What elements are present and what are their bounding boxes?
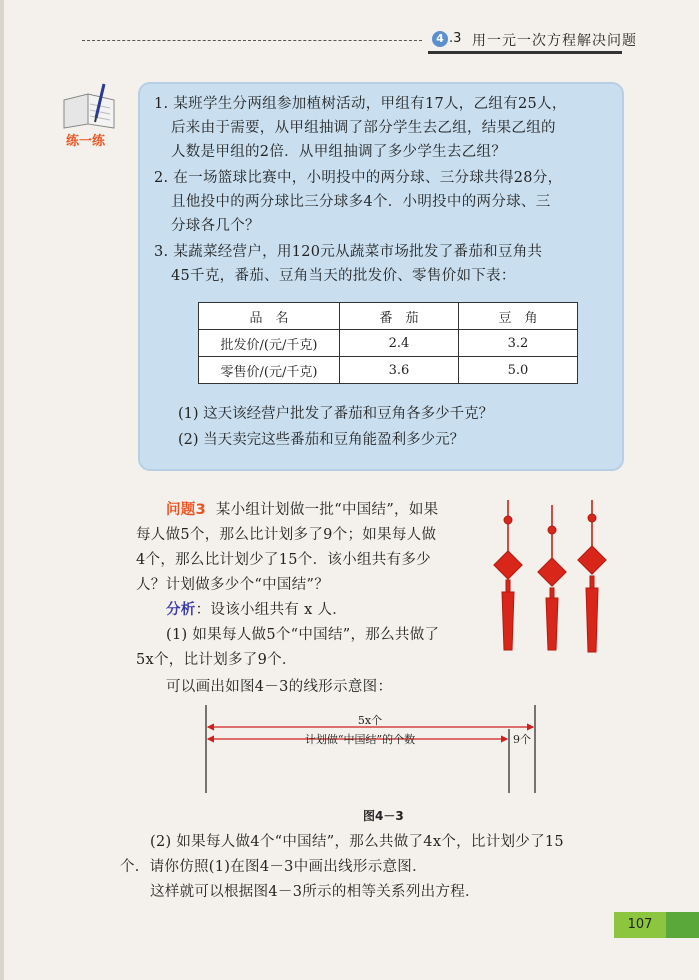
chinese-knot-illustration [488, 500, 618, 660]
step2-line-1: (2) 如果每人做4个“中国结”，那么共做了4x个，比计划少了15 [150, 834, 564, 850]
table-cell: 3.6 [340, 357, 459, 384]
problem3-tag: 问题3 [166, 502, 206, 518]
table-row [199, 357, 578, 384]
exercise-line-3: 人数是甲组的2倍．从甲组抽调了多少学生去乙组？ [171, 144, 507, 160]
section-sub: .3 [449, 31, 462, 46]
exercise-line-6: 分球各几个？ [171, 218, 260, 234]
exercise-line-1: 1. 某班学生分两组参加植树活动，甲组有17人，乙组有25人， [154, 96, 567, 112]
step1-line-2: 5x个，比计划多了9个． [136, 652, 297, 668]
question-1: (1) 这天该经营户批发了番茄和豆角各多少千克？ [178, 406, 494, 422]
header-rule [428, 51, 622, 54]
section-badge: 4 [432, 31, 448, 47]
problem3-line-4: 人？计划做多少个“中国结”？ [136, 577, 330, 593]
exercise-line-7: 3. 某蔬菜经营户，用120元从蔬菜市场批发了番茄和豆角共 [154, 244, 543, 260]
table-cell: 5.0 [459, 357, 578, 384]
table-cell: 零售价/(元/千克) [199, 357, 340, 384]
exercise-line-8: 45千克，番茄、豆角当天的批发价、零售价如下表： [171, 268, 516, 284]
section-title: 用一元一次方程解决问题 [472, 33, 637, 49]
analysis-text: ：设该小组共有 x 人． [195, 602, 348, 618]
chinese-knot-middle [538, 505, 566, 650]
page-edge [0, 0, 4, 980]
exercise-line-2: 后来由于需要，从甲组抽调了部分学生去乙组，结果乙组的 [171, 120, 556, 136]
page-tab [666, 912, 699, 938]
exercise-line-4: 2. 在一场篮球比赛中，小明投中的两分球、三分球共得28分， [154, 170, 563, 186]
table-cell: 3.2 [459, 330, 578, 357]
table-header-row [199, 303, 578, 330]
chinese-knot-right [578, 500, 606, 652]
table-cell: 批发价/(元/千克) [199, 330, 340, 357]
header-dashed-line [82, 40, 422, 41]
exercise-label: 练一练 [66, 134, 106, 149]
problem3-text: 某小组计划做一批“中国结”，如果 [215, 502, 439, 518]
problem3-line-3: 4个，那么比计划少了15个．该小组共有多少 [136, 552, 431, 568]
diagram-plan-label: 计划做“中国结”的个数 [304, 733, 416, 746]
line-diagram [200, 705, 570, 800]
table-header-cell: 豆 角 [459, 303, 578, 330]
step2-line-2: 个．请你仿照(1)在图4－3中画出线形示意图． [120, 859, 427, 875]
diagram-top-label: 5x个 [357, 714, 383, 727]
problem3-line-2: 每人做5个，那么比计划多了9个；如果每人做 [136, 527, 437, 543]
table-header-cell: 番 茄 [340, 303, 459, 330]
step1-line-1: (1) 如果每人做5个“中国结”，那么共做了 [166, 627, 440, 643]
diagram-extra-label: 9个 [513, 733, 531, 746]
table-cell: 2.4 [340, 330, 459, 357]
chinese-knot-left [494, 500, 522, 650]
question-2: (2) 当天卖完这些番茄和豆角能盈利多少元？ [178, 432, 465, 448]
analysis-line [166, 598, 347, 623]
analysis-tag: 分析 [166, 602, 196, 618]
figure-caption: 图4－3 [363, 809, 404, 823]
price-table [198, 302, 578, 384]
exercise-line-5: 且他投中的两分球比三分球多4个．小明投中的两分球、三 [171, 194, 551, 210]
table-row [199, 330, 578, 357]
table-header-cell: 品 名 [199, 303, 340, 330]
book-pen-icon [60, 80, 120, 130]
draw-note: 可以画出如图4－3的线形示意图： [166, 679, 393, 695]
problem3-line-1 [166, 498, 438, 523]
step2-line-3: 这样就可以根据图4－3所示的相等关系列出方程． [150, 884, 480, 900]
page-number: 107 [614, 912, 666, 938]
